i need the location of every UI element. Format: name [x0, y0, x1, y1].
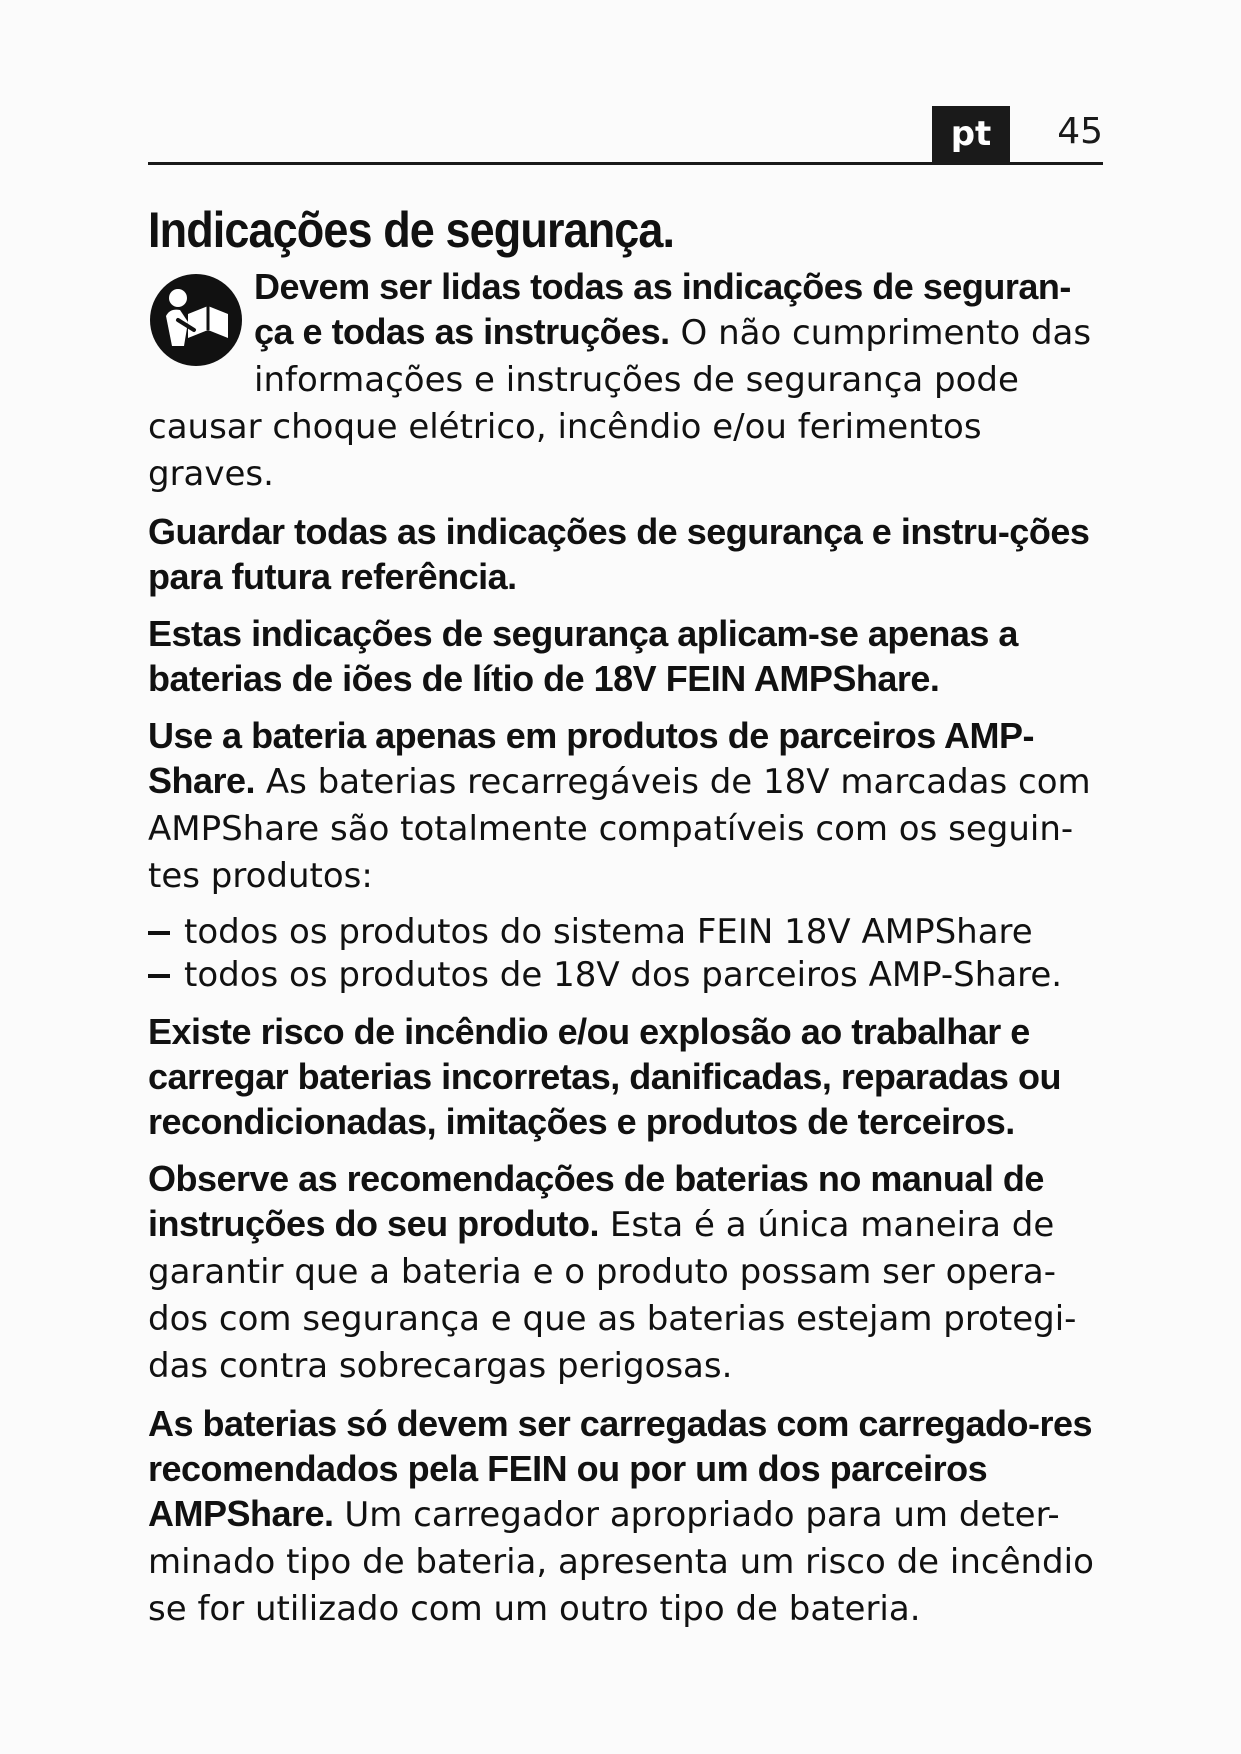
compatible-products-list [148, 911, 1108, 997]
bold-lead: Devem ser lidas todas as indicações de seguran-ça e todas as instruções. [254, 266, 1071, 352]
body-text: Um carregador apropriado para um deter-minado tipo de bateria, apresenta um risco de incêndio se for utilizado com um outro tipo de bateria. [148, 1495, 1094, 1629]
section-title: Indicações de segurança. [148, 202, 675, 258]
body-text: As baterias recarregáveis de 18V marcadas com AMPShare são totalmente compatíveis com os seguin-tes produtos: [148, 762, 1091, 896]
body-text: O não cumprimento das informações e instruções de segurança pode causar choque elétrico, incêndio e/ou ferimentos graves. [148, 313, 1092, 494]
bold-lead: As baterias só devem ser carregadas com carregado-res recomendados pela FEIN ou por um dos parceiros AMPShare. [148, 1403, 1093, 1534]
paragraph-ampshare-use [148, 713, 1108, 899]
paragraph-keep-instructions: Guardar todas as indicações de segurança e instru-ções para futura referência. [148, 511, 1090, 597]
paragraph-charger-recommendations [148, 1401, 1108, 1632]
bold-lead: Observe as recomendações de baterias no manual de instruções do seu produto. [148, 1158, 1044, 1244]
paragraph-fire-risk: Existe risco de incêndio e/ou explosão ao trabalhar e carregar baterias incorretas, danificadas, reparadas ou recondicionadas, imitações e produtos de terceiros. [148, 1011, 1061, 1142]
read-manual-icon [148, 272, 244, 368]
list-item: todos os produtos de 18V dos parceiros AMP-Share. [148, 954, 1108, 997]
list-item: todos os produtos do sistema FEIN 18V AMPShare [148, 911, 1108, 954]
page-content [148, 200, 1108, 1644]
language-tag: pt [932, 106, 1010, 162]
page-number: 45 [1057, 111, 1103, 152]
paragraph-scope: Estas indicações de segurança aplicam-se apenas a baterias de iões de lítio de 18V FEIN AMPShare. [148, 613, 1018, 699]
body-text: Esta é a única maneira de garantir que a bateria e o produto possam ser opera-dos com segurança e que as baterias estejam protegi-das contra sobrecargas perigosas. [148, 1205, 1077, 1386]
bold-lead: Use a bateria apenas em produtos de parceiros AMP-Share. [148, 715, 1034, 801]
paragraph-battery-recommendations [148, 1156, 1108, 1389]
paragraph-read-instructions [148, 264, 1108, 497]
page-header [148, 96, 1103, 165]
